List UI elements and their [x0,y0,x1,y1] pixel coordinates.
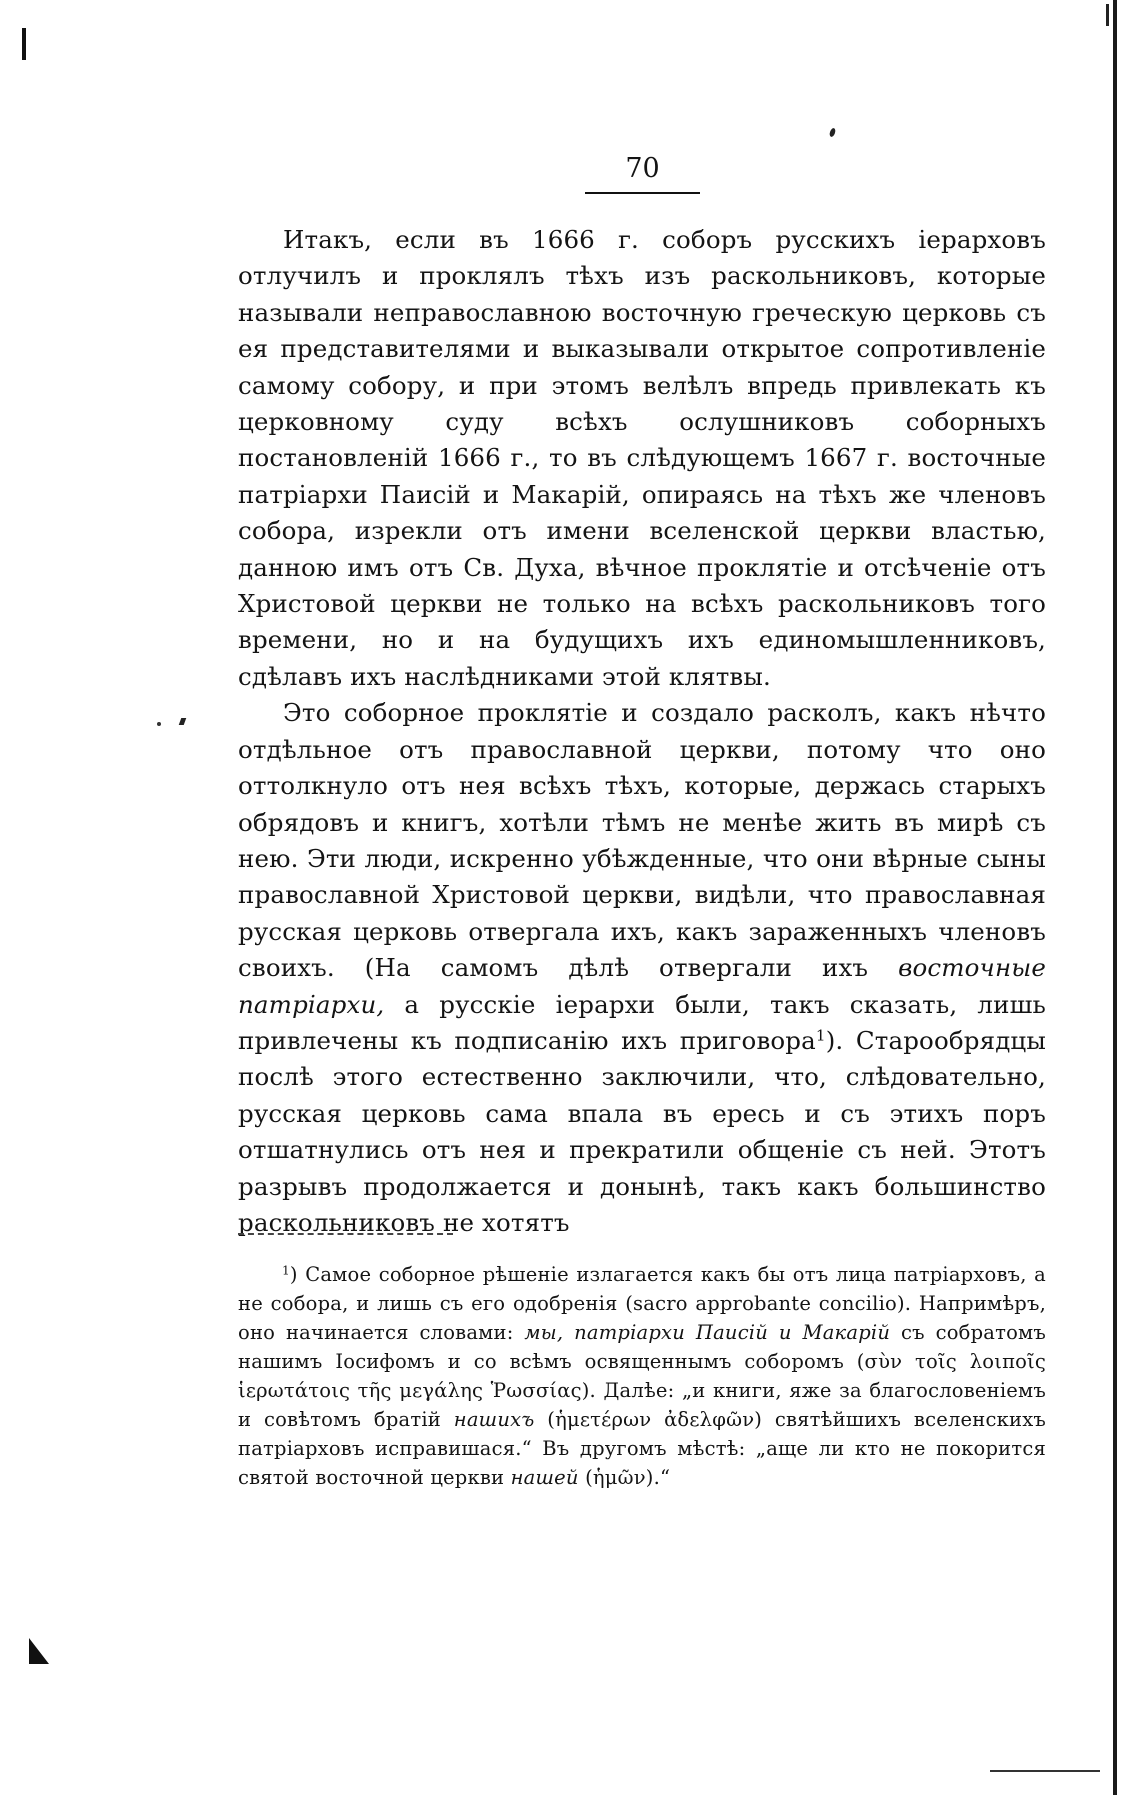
footnote-text: ) Самое соборное рѣшенiе излагается какъ бы отъ лица патрiарховъ, а не собора, и лишь съ его одобренiя (sacro approbante concilio). Напримѣръ, оно начинается словами: [238,1263,1046,1344]
body-text [238,222,1046,1241]
paragraph-1 [238,222,1046,695]
scan-corner-mark [29,1638,49,1664]
page-edge-mark [1106,4,1109,26]
footnote-paragraph [238,1260,1046,1492]
paragraph-text: Итакъ, если въ 1666 г. соборъ русскихъ iерарховъ отлучилъ и проклялъ тѣхъ изъ раскольниковъ, которые называли неправославною восточную греческую церковь съ ея представителями и выказывали открытое сопротивленiе самому собору, и при этомъ велѣлъ впредь привлекать къ церковному суду всѣхъ ослушниковъ соборныхъ постановленiй 1666 г., то въ слѣдующемъ 1667 г. восточные патрiархи Паисiй и Макарiй, опираясь на тѣхъ же членовъ собора, изрекли отъ имени вселенской церкви властью, данною имъ отъ Св. Духа, вѣчное проклятiе и отсѣченiе отъ Христовой церкви не только на всѣхъ раскольниковъ того времени, но и на будущихъ ихъ единомышленниковъ, сдѣлавъ ихъ наслѣдниками этой клятвы. [238,225,1046,691]
ink-speck [157,722,161,726]
italic-phrase: восточные патрiархи, [238,953,1046,1019]
scan-bottom-line [990,1770,1100,1772]
paragraph-text: ). Старообрядцы послѣ этого естественно заключили, что, слѣдовательно, русская церковь сама впала въ ересь и съ этихъ поръ отшатнулись отъ нея и прекратили общенiе съ ней. Этотъ разрывъ продолжается и донынѣ, такъ какъ большинство раскольниковъ не хотятъ [238,1025,1046,1237]
footnote-text: (ἡμῶν).“ [578,1466,671,1489]
footnote [238,1260,1046,1492]
paragraph-text: Это соборное проклятiе и создало расколъ, какъ нѣчто отдѣльное отъ православной церкви, потому что оно оттолкнуло отъ нея всѣхъ тѣхъ, которые, держась старыхъ обрядовъ и книгъ, хотѣли тѣмъ не менѣе жить въ мирѣ съ нею. Эти люди, искренно убѣжденные, что они вѣрные сыны православной Христовой церкви, видѣли, что православная русская церковь отвергала ихъ, какъ зараженныхъ членовъ своихъ. (На самомъ дѣлѣ отвергали ихъ [238,698,1046,983]
page-edge-line [1113,0,1117,1795]
footnote-marker: 1 [282,1263,290,1278]
scan-mark [22,28,26,60]
page-number: 70 [585,150,700,194]
footnote-separator [238,1233,453,1235]
paragraph-2 [238,695,1046,1241]
italic-phrase: нашей [510,1466,579,1489]
italic-phrase: нашихъ [453,1408,535,1431]
paragraph-text: а русскiе iерархи были, такъ сказать, лишь привлечены къ подписанiю ихъ приговора [238,989,1046,1055]
footnote-text: (ἡμετέρων ἀδελφῶν) святѣйшихъ вселенскихъ патрiарховъ исправишася.“ Въ другомъ мѣстѣ: „аще ли кто не покорится святой восточной церкви [238,1408,1047,1489]
footnote-reference: 1 [815,1026,826,1045]
italic-phrase: мы, патрiархи Паисiй и Макарiй [524,1321,891,1344]
ink-speck [829,127,837,137]
footnote-text: съ собратомъ нашимъ Iосифомъ и со всѣмъ освященнымъ соборомъ (σὺν τοῖς λοιποῖς ἱερωτάτοις τῆς μεγάλης Ῥωσσίας). Далѣе: „и книги, яже за благословенiемъ и совѣтомъ братiй [238,1321,1047,1431]
ink-speck [179,718,187,725]
